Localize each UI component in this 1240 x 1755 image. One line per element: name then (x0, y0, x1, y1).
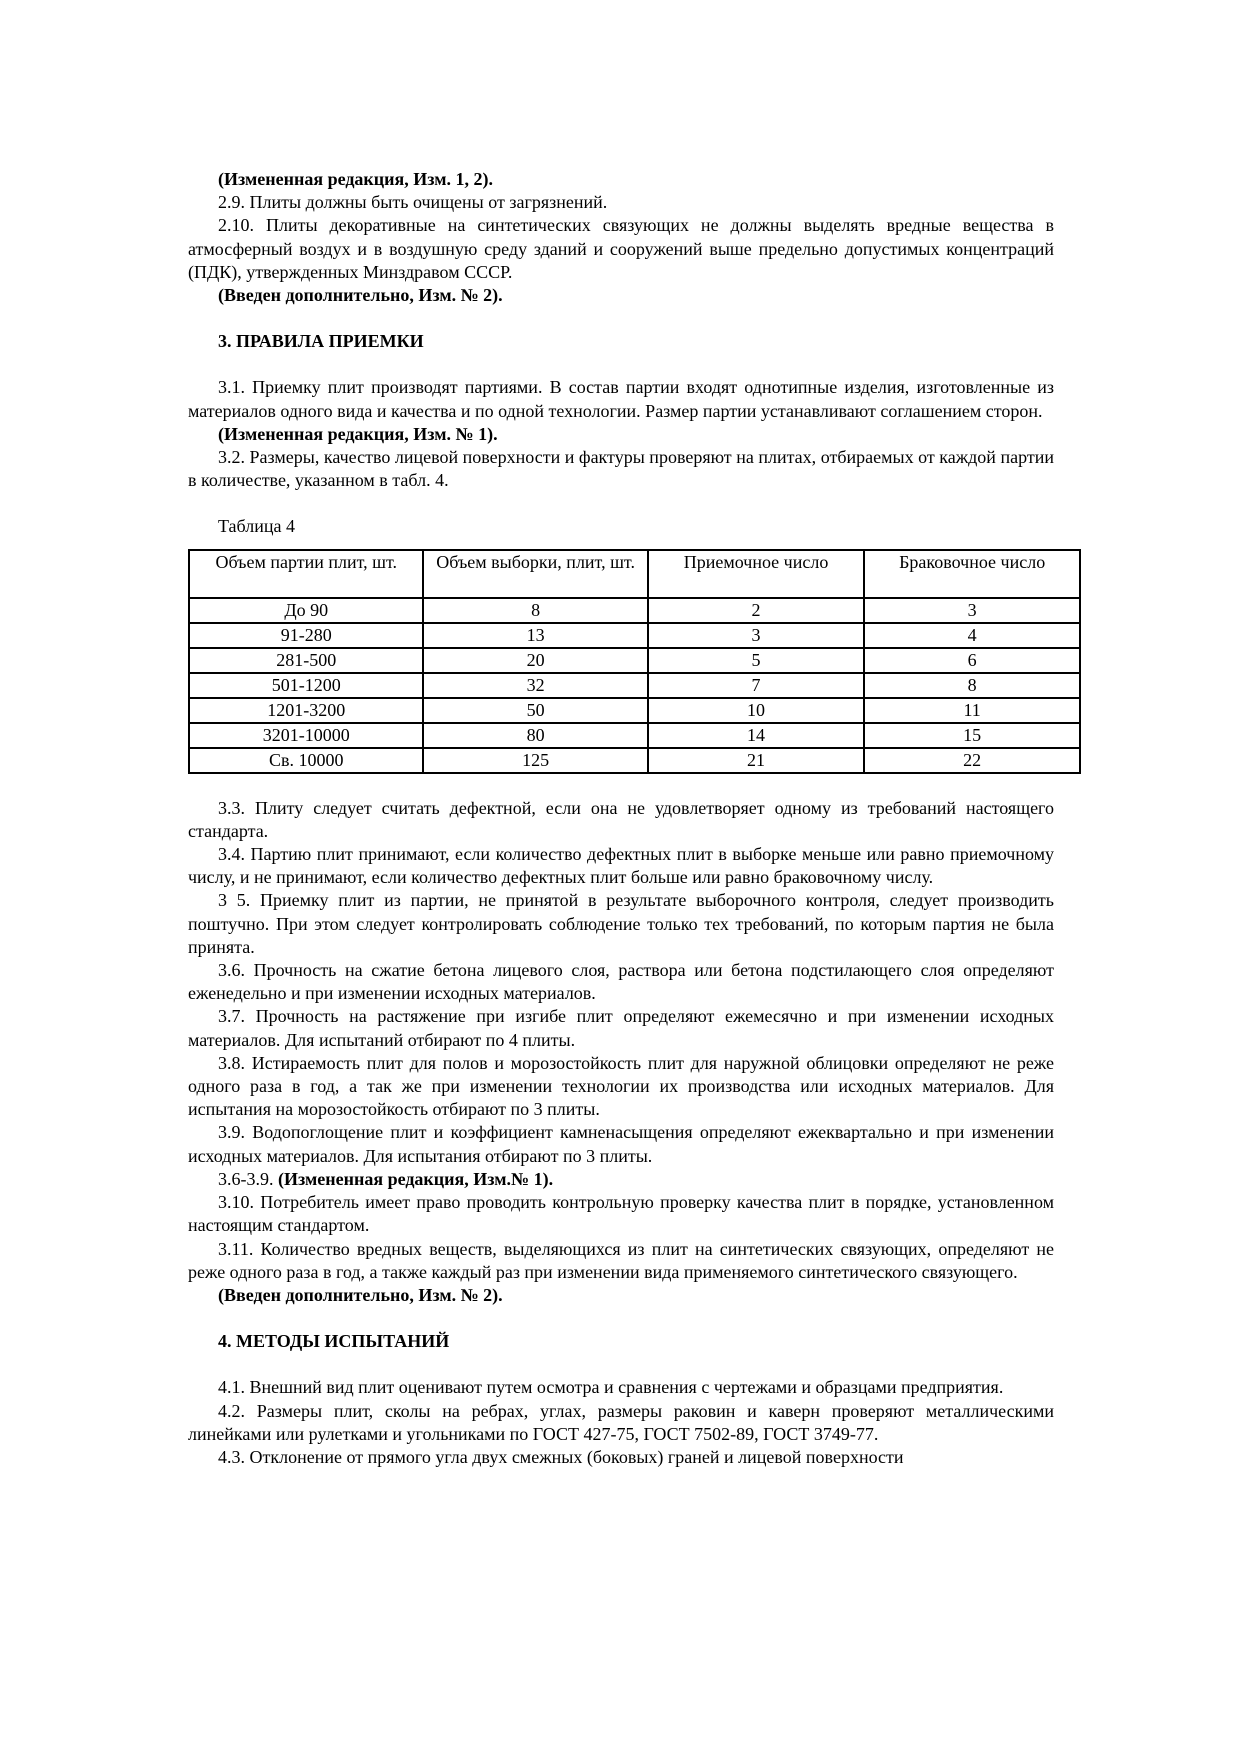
amendment-note (188, 1168, 1054, 1191)
table-cell: Св. 10000 (189, 748, 423, 773)
table-cell: 21 (648, 748, 865, 773)
document-page (188, 168, 1054, 1469)
table-cell: 32 (423, 673, 647, 698)
table-cell: 3 (864, 598, 1080, 623)
clause-2-10: 2.10. Плиты декоративные на синтетических связующих не должны выделять вредные вещества в атмосферный воздух и в воздушную среду зданий и сооружений выше предельно допустимых концентраций (ПДК), утвержденных Минздравом СССР. (188, 215, 1054, 282)
table-cell: 80 (423, 723, 647, 748)
table-header-cell: Приемочное число (648, 550, 865, 598)
table-header-row (189, 550, 1080, 598)
table-caption: Таблица 4 (218, 516, 295, 537)
table-row (189, 648, 1080, 673)
table-cell: 5 (648, 648, 865, 673)
clause-4-1: 4.1. Внешний вид плит оценивают путем осмотра и сравнения с чертежами и образцами предприятия. (218, 1377, 1004, 1398)
table-row (189, 698, 1080, 723)
clause-3-10: 3.10. Потребитель имеет право проводить контрольную проверку качества плит в порядке, установленном настоящим стандартом. (188, 1192, 1054, 1236)
table-cell: 8 (864, 673, 1080, 698)
clause-3-3: 3.3. Плиту следует считать дефектной, если она не удовлетворяет одному из требований настоящего стандарта. (188, 797, 1054, 841)
table-cell: 6 (864, 648, 1080, 673)
amendment-note: (Измененная редакция, Изм. № 1). (218, 423, 498, 444)
table-header-cell: Объем партии плит, шт. (189, 550, 423, 598)
table-cell: 2 (648, 598, 865, 623)
table-cell: 7 (648, 673, 865, 698)
table-row (189, 623, 1080, 648)
table-cell: 50 (423, 698, 647, 723)
table-cell: 11 (864, 698, 1080, 723)
table-4 (188, 549, 1081, 774)
table-row (189, 673, 1080, 698)
table-cell: 3 (648, 623, 865, 648)
clause-3-1: 3.1. Приемку плит производят партиями. В состав партии входят однотипные изделия, изготовленные из материалов одного вида и качества и по одной технологии. Размер партии устанавливают соглашением сторон. (188, 377, 1054, 421)
amendment-clause-range: 3.6-3.9. (218, 1168, 278, 1189)
table-cell: 4 (864, 623, 1080, 648)
introduced-note: (Введен дополнительно, Изм. № 2). (218, 285, 503, 306)
table-row (189, 748, 1080, 773)
table-cell: 281-500 (189, 648, 423, 673)
clause-3-5: 3 5. Приемку плит из партии, не принятой в результате выборочного контроля, следует производить поштучно. При этом следует контролировать соблюдение только тех требований, по которым партия не была принята. (188, 890, 1054, 957)
clause-4-3: 4.3. Отклонение от прямого угла двух смежных (боковых) граней и лицевой поверхности (218, 1446, 904, 1467)
clause-3-9: 3.9. Водопоглощение плит и коэффициент камненасыщения определяют ежеквартально и при изменении исходных материалов. Для испытания отбирают по 3 плиты. (188, 1122, 1054, 1166)
table-cell: 20 (423, 648, 647, 673)
table-header-cell: Браковочное число (864, 550, 1080, 598)
clause-3-4: 3.4. Партию плит принимают, если количество дефектных плит в выборке меньше или равно приемочному числу, и не принимают, если количество дефектных плит больше или равно браковочному числу. (188, 844, 1054, 888)
amendment-note: (Измененная редакция, Изм. 1, 2). (218, 169, 494, 189)
introduced-note: (Введен дополнительно, Изм. № 2). (218, 1284, 503, 1305)
section-3-title: 3. ПРАВИЛА ПРИЕМКИ (218, 331, 424, 352)
table-cell: 10 (648, 698, 865, 723)
table-cell: 1201-3200 (189, 698, 423, 723)
clause-4-2: 4.2. Размеры плит, сколы на ребрах, углах, размеры раковин и каверн проверяют металлическими линейками или рулетками и угольниками по ГОСТ 427-75, ГОСТ 7502-89, ГОСТ 3749-77. (188, 1400, 1054, 1444)
table-header-cell: Объем выборки, плит, шт. (423, 550, 647, 598)
amendment-text: (Измененная редакция, Изм.№ 1). (278, 1168, 554, 1189)
table-cell: 15 (864, 723, 1080, 748)
table-cell: 3201-10000 (189, 723, 423, 748)
clause-3-7: 3.7. Прочность на растяжение при изгибе плит определяют ежемесячно и при изменении исходных материалов. Для испытаний отбирают по 4 плиты. (188, 1006, 1054, 1050)
section-4-title: 4. МЕТОДЫ ИСПЫТАНИЙ (218, 1331, 450, 1352)
table-cell: 501-1200 (189, 673, 423, 698)
table-row (189, 723, 1080, 748)
clause-2-9: 2.9. Плиты должны быть очищены от загрязнений. (218, 192, 608, 213)
table-cell: 14 (648, 723, 865, 748)
table-cell: 13 (423, 623, 647, 648)
clause-3-2: 3.2. Размеры, качество лицевой поверхности и фактуры проверяют на плитах, отбираемых от каждой партии в количестве, указанном в табл. 4. (188, 447, 1054, 491)
table-cell: 8 (423, 598, 647, 623)
table-row (189, 598, 1080, 623)
clause-3-6: 3.6. Прочность на сжатие бетона лицевого слоя, раствора или бетона подстилающего слоя определяют еженедельно и при изменении исходных материалов. (188, 960, 1054, 1004)
table-cell: До 90 (189, 598, 423, 623)
clause-3-8: 3.8. Истираемость плит для полов и морозостойкость плит для наружной облицовки определяют не реже одного раза в год, а так же при изменении технологии их производства или исходных материалов. Для испытания на морозостойкость отбирают по 3 плиты. (188, 1052, 1054, 1120)
table-cell: 125 (423, 748, 647, 773)
table-cell: 91-280 (189, 623, 423, 648)
clause-3-11: 3.11. Количество вредных веществ, выделяющихся из плит на синтетических связующих, определяют не реже одного раза в год, а также каждый раз при изменении вида применяемого синтетического связующего. (188, 1238, 1054, 1282)
table-cell: 22 (864, 748, 1080, 773)
